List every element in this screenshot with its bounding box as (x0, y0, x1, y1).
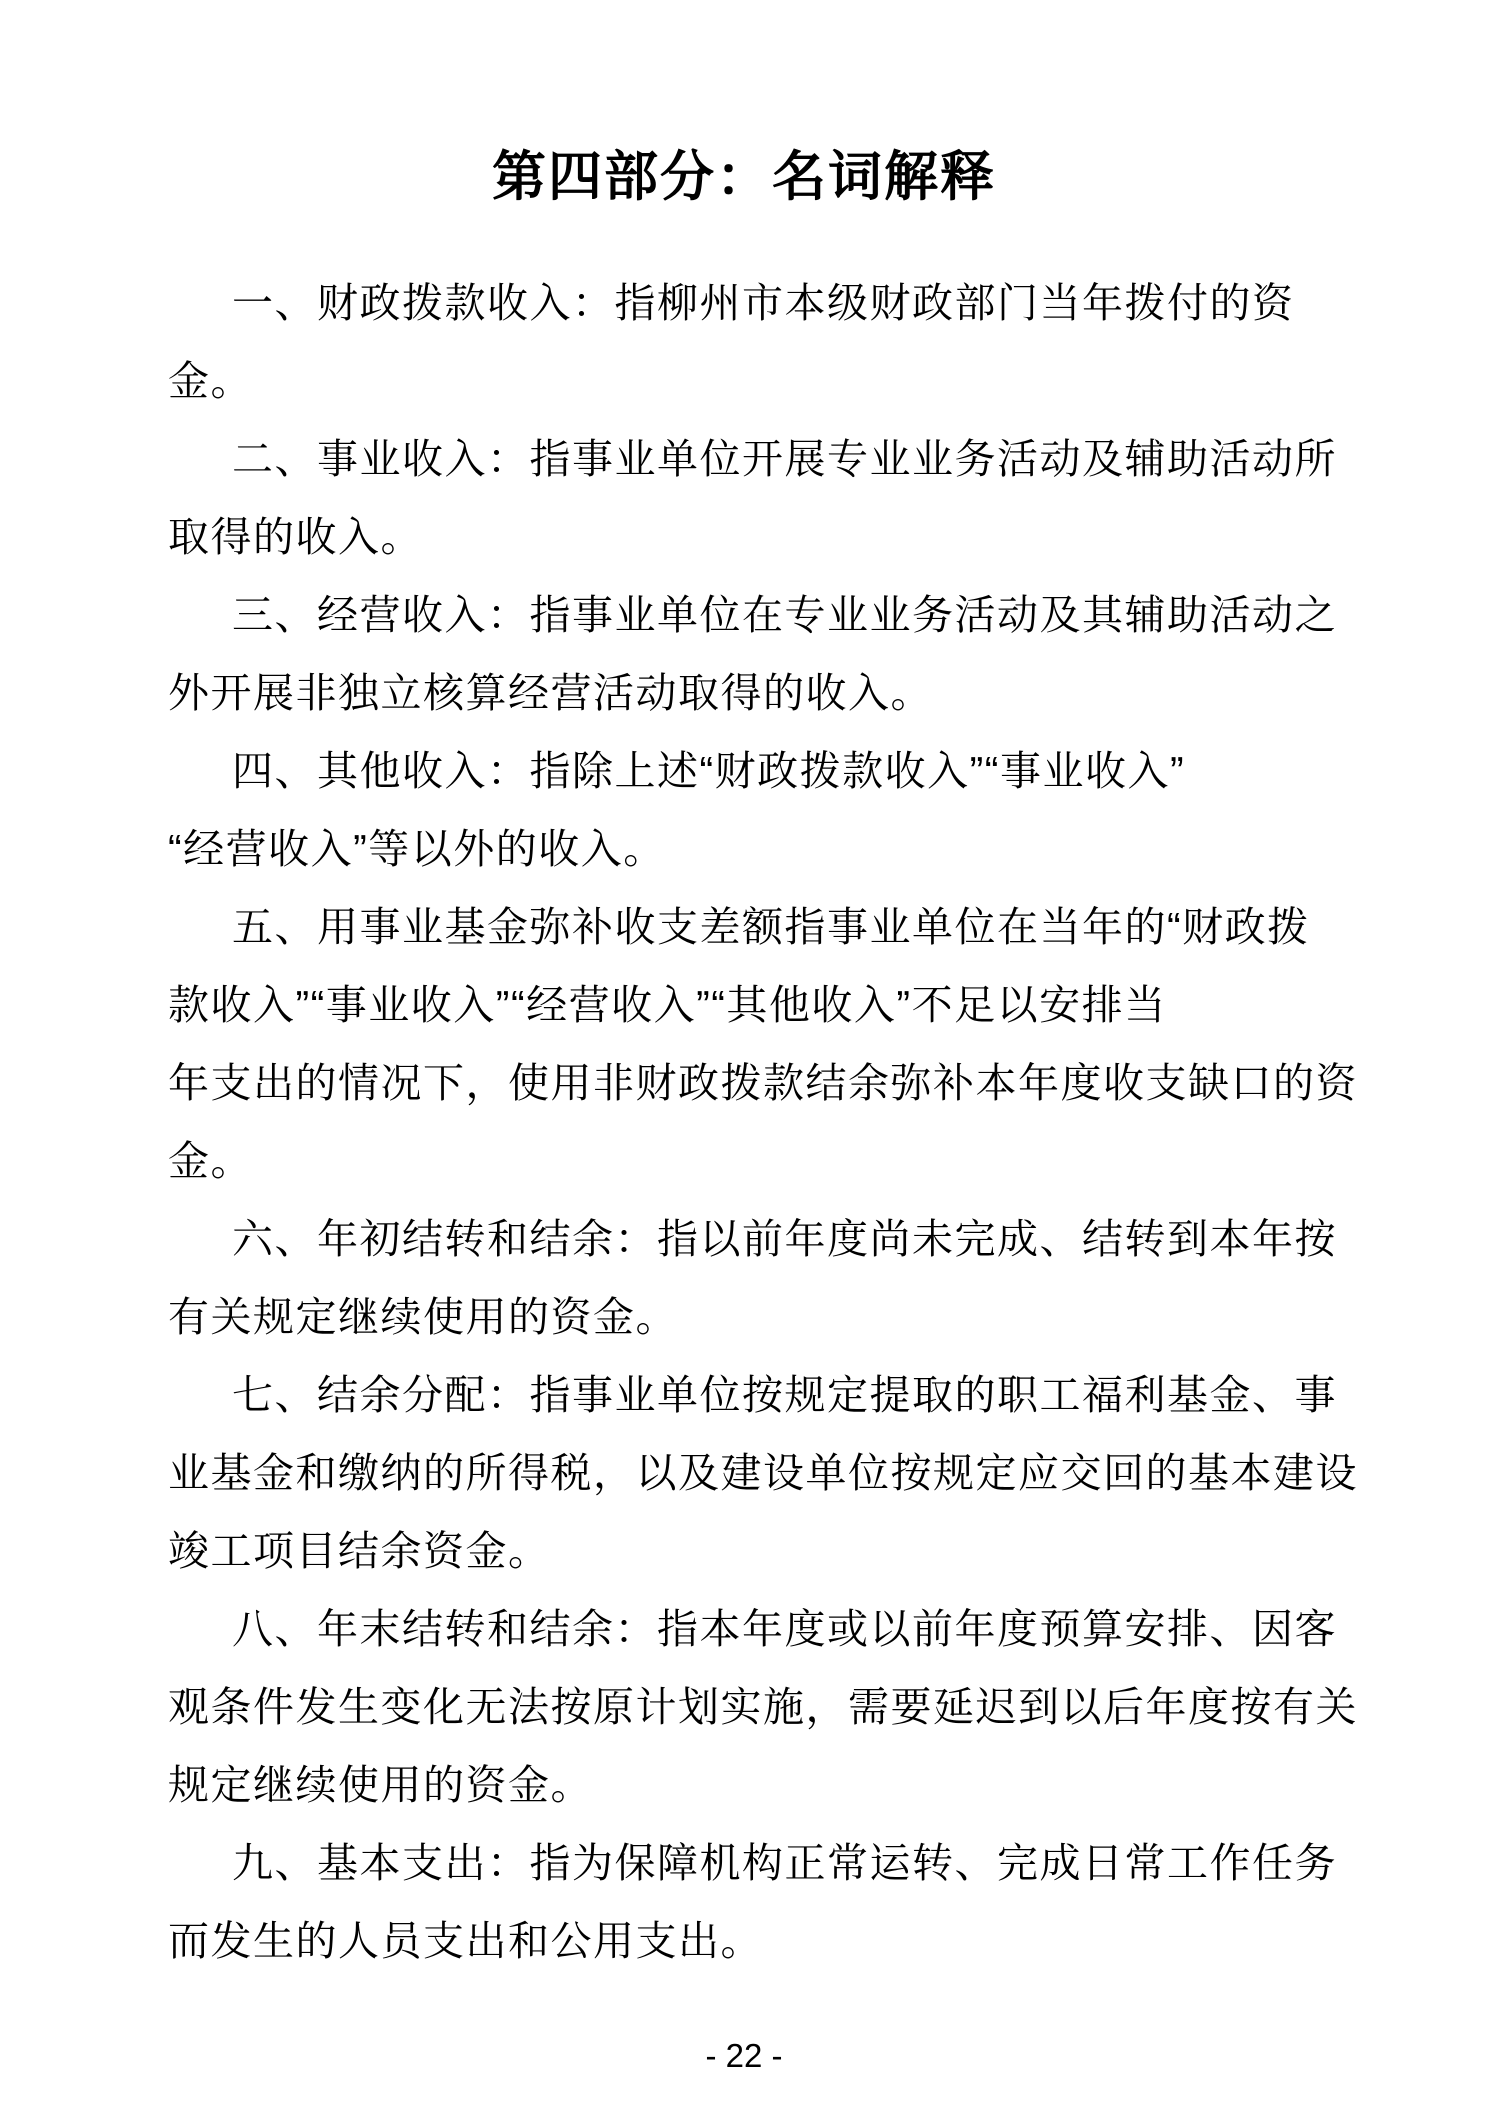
text-line: 金。 (168, 358, 253, 404)
text-line: 八、年末结转和结余：指本年度或以前年度预算安排、因客 (232, 1606, 1337, 1652)
definition-item-3 (168, 576, 1348, 732)
text-line: 业基金和缴纳的所得税，以及建设单位按规定应交回的基本建设 (168, 1450, 1358, 1496)
definition-item-8 (168, 1590, 1358, 1824)
definition-item-6 (168, 1200, 1348, 1356)
text-line: 外开展非独立核算经营活动取得的收入。 (168, 670, 933, 716)
text-line: 款收入”“事业收入”“经营收入”“其他收入”不足以安排当 (168, 982, 1167, 1028)
page-title: 第四部分：名词解释 (492, 147, 996, 207)
definition-item-9 (168, 1824, 1348, 1980)
text-line: 二、事业收入：指事业单位开展专业业务活动及辅助活动所 (232, 436, 1337, 482)
text-line: 有关规定继续使用的资金。 (168, 1294, 678, 1340)
text-line: 一、财政拨款收入：指柳州市本级财政部门当年拨付的资 (232, 280, 1295, 326)
definition-item-4 (168, 732, 1348, 888)
text-line: 九、基本支出：指为保障机构正常运转、完成日常工作任务 (232, 1840, 1337, 1886)
text-line: 观条件发生变化无法按原计划实施，需要延迟到以后年度按有关 (168, 1684, 1358, 1730)
text-line: 五、用事业基金弥补收支差额指事业单位在当年的“财政拨 (232, 904, 1310, 950)
text-line: 六、年初结转和结余：指以前年度尚未完成、结转到本年按 (232, 1216, 1337, 1262)
text-line: 竣工项目结余资金。 (168, 1528, 551, 1574)
definition-item-1 (168, 264, 1348, 420)
definition-item-2 (168, 420, 1348, 576)
definition-item-5 (168, 888, 1358, 1200)
text-line: 取得的收入。 (168, 514, 423, 560)
page-number: - 22 - (705, 2037, 783, 2074)
text-line: 金。 (168, 1138, 253, 1184)
text-line: 而发生的人员支出和公用支出。 (168, 1918, 763, 1964)
text-line: 三、经营收入：指事业单位在专业业务活动及其辅助活动之 (232, 592, 1337, 638)
text-line: 四、其他收入：指除上述“财政拨款收入”“事业收入” (232, 748, 1186, 794)
text-line: 年支出的情况下，使用非财政拨款结余弥补本年度收支缺口的资 (168, 1060, 1358, 1106)
text-line: 七、结余分配：指事业单位按规定提取的职工福利基金、事 (232, 1372, 1337, 1418)
glossary-body (168, 264, 1358, 1980)
definition-item-7 (168, 1356, 1358, 1590)
text-line: “经营收入”等以外的收入。 (168, 826, 666, 872)
text-line: 规定继续使用的资金。 (168, 1762, 593, 1808)
